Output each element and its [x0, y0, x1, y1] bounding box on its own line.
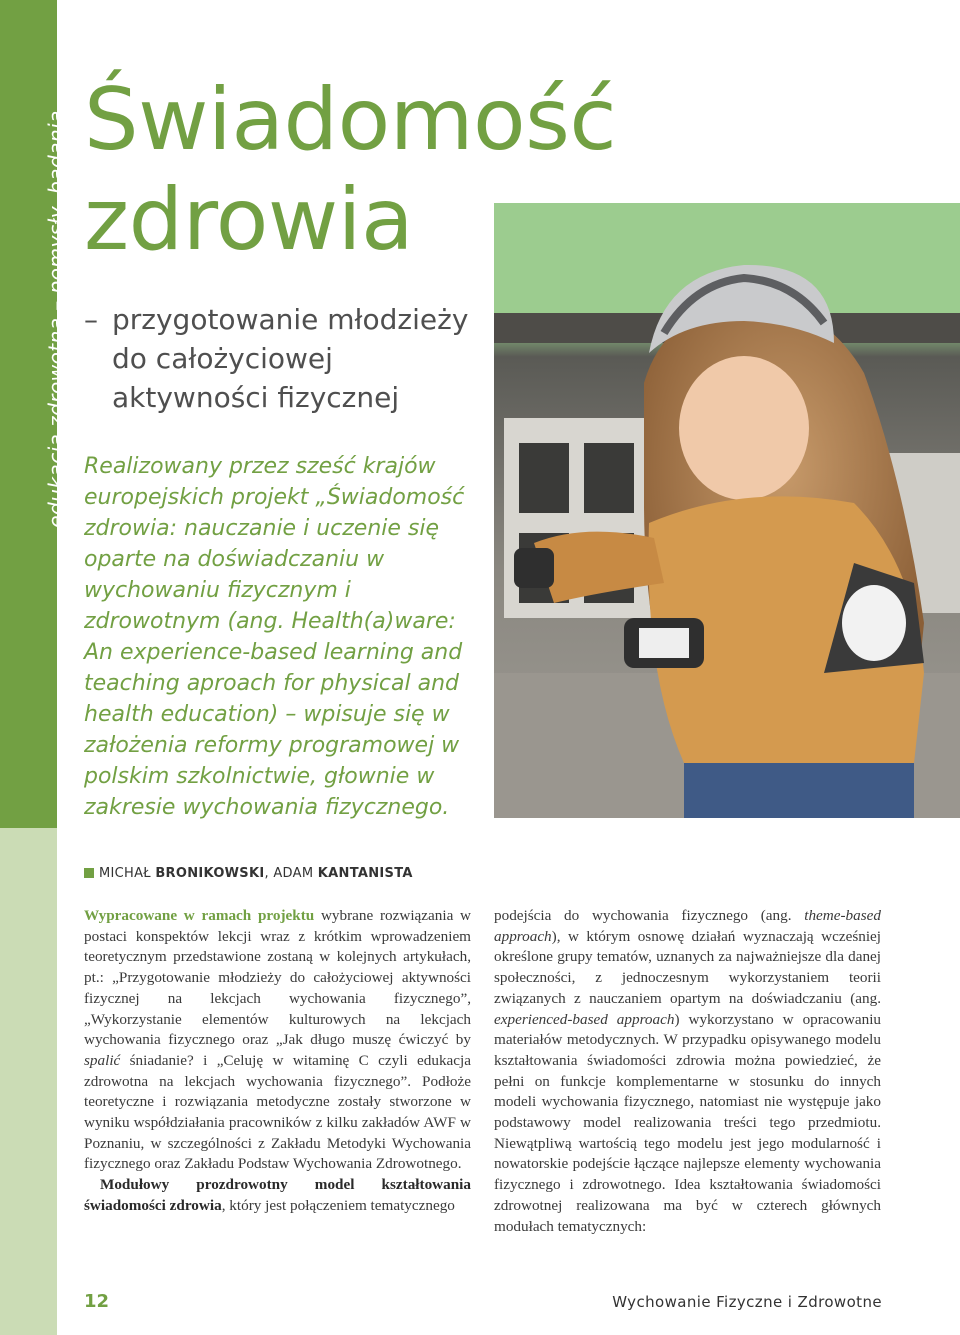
author-1-last: BRONIKOWSKI — [155, 866, 265, 881]
photo-image — [494, 203, 960, 818]
paragraph-text: ) wykorzystano w opracowaniu materiałów metodycznych. W przypadku opisywanego modelu kształtowania świadomości zdrowia można powiedzieć, że pełni on funkcje komplementarne w stosunku do innych modeli wychowania fizycznego, natomiast nie występuje jako podstawowy model realizowania treści tego przedmiotu. Niewątpliwą wartością tego modelu jest jego modularność i nowatorskie podejście łączące najlepsze elementy wychowania fizycznego i zdrowotnego. Idea kształtowania świadomości zdrowotnej realizowana ma być w czterech głównych modułach tematycznych: — [494, 1010, 882, 1235]
lead-paragraph: Realizowany przez sześć krajów europejskich projekt „Świadomość zdrowia: nauczanie i uczenie się oparte na doświadczaniu w wychowaniu fizycznym i zdrowotnym (ang. Health(a)ware: An experience-based learning and teaching aproach for physical and health education) – wpisuje się w założenia reformy programowej w polskim szkolnictwie, głownie w zakresie wychowania fizycznego. — [84, 454, 465, 820]
photo-girl-skating — [494, 203, 960, 818]
body-column-right — [494, 906, 881, 1237]
body-paragraph-3 — [494, 906, 881, 1237]
body-column-left — [84, 906, 471, 1217]
paragraph-italic: spalić — [84, 1051, 121, 1069]
square-bullet-icon — [84, 868, 94, 878]
paragraph-text: wybrane rozwiązania w postaci konspektów lekcji wraz z krótkim wprowadzeniem teoretycznym przedstawione zostaną w kolejnych artykułach, pt.: „Przygotowanie młodzieży do całożyciowej aktywności fizycznej na lekcjach wychowania fizycznego”, „Wykorzystanie elementów kulturowych na lekcjach wychowania fizycznego oraz „Jak długo muszę ćwiczyć by — [84, 907, 471, 1049]
paragraph-text: podejścia do wychowania fizycznego (ang. — [494, 907, 805, 924]
body-paragraph-1 — [84, 906, 471, 1175]
sidebar-section — [0, 0, 68, 828]
article-authors — [84, 866, 413, 881]
paragraph-bold-run: Modułowy prozdrowotny model kształtowania świadomości zdrowia — [84, 1176, 471, 1214]
paragraph-text: , który jest połączeniem tematycznego — [221, 1196, 455, 1214]
paragraph-text-end: śniadanie? i „Celuję w witaminę C czyli edukacja zdrowotna na lekcjach wychowania fizycznego”. Podłoże teoretyczne i rozwiązania metodyczne zostały stworzone w wyniku współdziałania pracowników z kilku zakładów AWF w Poznaniu, w szczególności z Zakładu Metodyki Wychowania fizycznego oraz Zakładu Podstaw Wychowania Zdrowotnego. — [84, 1051, 471, 1173]
author-2-last: KANTANISTA — [317, 866, 413, 881]
paragraph-lead-run: Wypracowane w ramach projektu — [84, 907, 315, 924]
sidebar-band-lower — [0, 828, 57, 1335]
section-label: edukacja zdrowotna – pomysły, badania — [44, 110, 68, 528]
subtitle-text: przygotowanie młodzieży do całożyciowej aktywności fizycznej — [112, 303, 469, 414]
paragraph-italic: experienced-based approach — [494, 1010, 675, 1028]
body-paragraph-2 — [84, 1175, 471, 1216]
paragraph-italic: theme-based approach — [494, 907, 881, 945]
title-line-2: zdrowia — [84, 170, 414, 270]
paragraph-text: ), w którym osnowę działań wyznaczają wcześniej określone grupy tematów, uznanych za najważniejsze dla danej społeczności, z jednoczesnym wykorzystaniem teorii związanych z nauczaniem opartym na doświadczaniu (ang. — [494, 927, 881, 1007]
subtitle-dash: – — [84, 303, 98, 336]
author-1-first: MICHAŁ — [99, 866, 156, 881]
title-line-1: Świadomość — [84, 70, 617, 170]
page-number: 12 — [84, 1291, 110, 1312]
journal-name: Wychowanie Fizyczne i Zdrowotne — [612, 1293, 882, 1311]
author-separator: , ADAM — [264, 866, 318, 881]
